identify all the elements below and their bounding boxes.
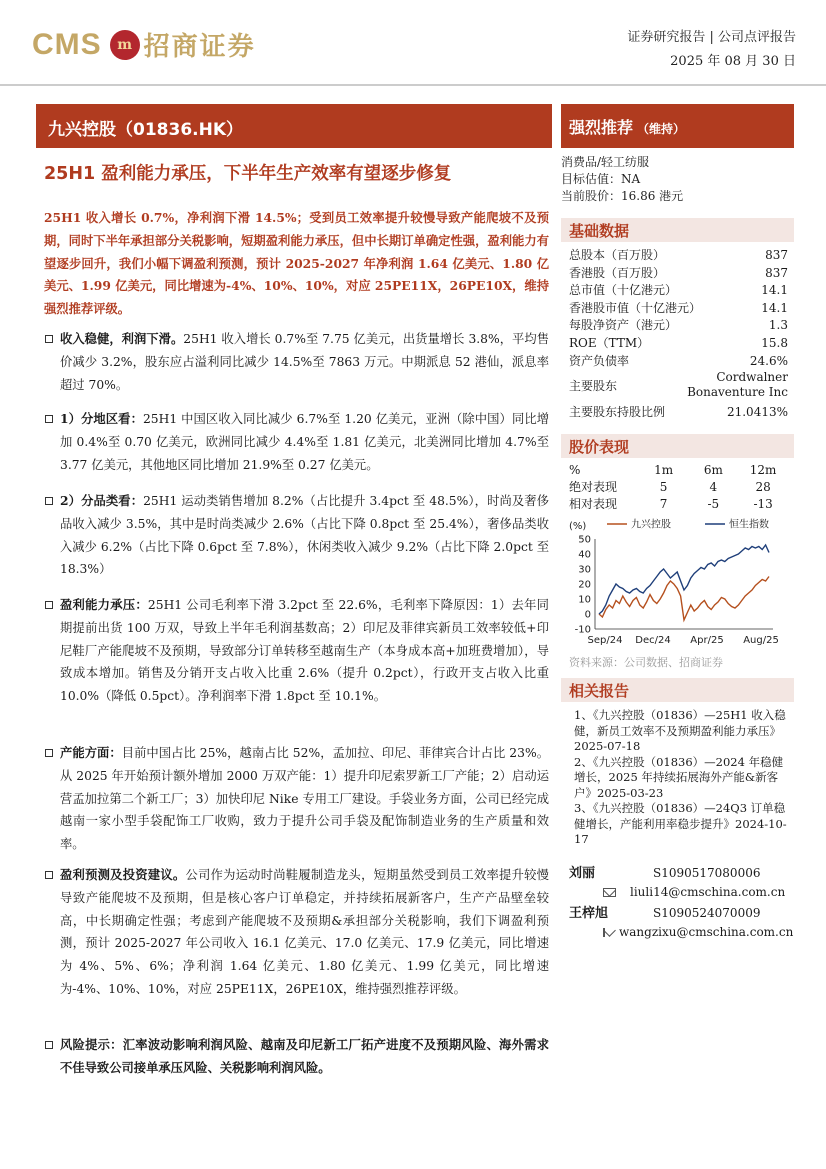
cell: 28 [755,480,771,494]
y-tick-label: 50 [578,534,591,546]
list-item[interactable]: 3、《九兴控股（01836）—24Q3 订单稳健增长，产能利用率稳步提升》2024-10-17 [574,801,787,846]
row-value: 24.6% [749,353,788,368]
x-tick-label: Apr/25 [690,635,724,646]
bullet-revenue [44,328,549,396]
cell: 4 [709,480,718,494]
table-row [569,496,788,513]
y-tick-label: 0 [584,609,591,621]
row-value: 15.8 [761,335,788,350]
analyst-email[interactable]: liuli14@cmschina.com.cn [630,885,786,899]
row-value: 21.0413% [726,405,788,420]
row-key: ROE（TTM） [569,335,650,350]
bullet-lead: 1）分地区看： [60,411,143,426]
list-item[interactable]: 1、《九兴控股（01836）—25H1 收入稳健，新员工效率不及预期盈利能力承压》2025-07-18 [574,708,786,753]
rating-label: 强烈推荐 [569,118,634,137]
header-divider [0,84,826,86]
bullet-lead: 收入稳健，利润下滑。 [60,331,184,346]
analyst-license: S1090517080006 [653,866,761,880]
logo-text: CMS [32,27,102,61]
row-key: 香港股市值（十亿港元） [569,300,702,315]
mail-icon [603,928,605,937]
bullet-lead: 盈利预测及投资建议。 [60,867,186,882]
x-tick-label: Sep/24 [587,635,623,646]
bullet-square-icon [45,335,53,343]
bullet-capacity [44,742,549,856]
row-key: 总股本（百万股） [569,248,666,262]
x-tick-label: Dec/24 [635,635,671,646]
bullet-category [44,490,549,581]
page-header [0,0,826,80]
bullet-forecast [44,864,549,1001]
price-row [561,188,794,205]
cell: -13 [753,497,773,511]
table-row [569,282,788,300]
summary-paragraph: 25H1 收入增长 0.7%，净利润下滑 14.5%；受到员工效率提升较慢导致产能爬坡不及预期，同时下半年承担部分关税影响，短期盈利能力承压，但中长期订单确定性强，盈利能力有望逐步回升，我们小幅下调盈利预测，预计 2025-2027 年净利润 1.64 亿美元、1.80 亿美元、1.99 亿美元，同比增速为-4%、10%、10%，对应 25PE11X，26PE10X，维持强烈推荐评级。 [44,210,549,317]
y-tick-label: -10 [574,624,591,636]
bullet-text: 25H1 收入增长 0.7%至 7.75 亿美元，出货量增长 3.8%，平均售价减少 3.2%，股东应占溢利同比减少 14.5%至 7863 万元。中期派息 52 港仙，派息率超过 70%。 [60,332,549,392]
bullet-margin [44,594,549,708]
row-value: 1.3 [768,318,788,333]
price-performance-chart [563,515,793,650]
analyst-email-row [569,883,793,902]
table-header-row [569,462,788,479]
row-value: 837 [765,265,788,280]
bullet-lead: 盈利能力承压： [60,597,148,612]
series-line-index [599,545,769,614]
row-key: 资产负债率 [569,353,630,368]
bullet-lead: 产能方面： [60,745,122,760]
bullet-text: 汇率波动影响利润风险、越南及印尼新工厂拓产进度不及预期风险、海外需求不佳导致公司接单承压风险、关税影响利润风险。 [60,1037,549,1075]
cell: 5 [659,480,668,494]
related-reports-list [574,708,788,848]
report-date: 2025 年 08 月 30 日 [670,54,796,69]
rating-banner [561,104,794,148]
header-cell: 1m [654,463,674,477]
table-row [569,353,788,371]
source-note: 资料来源：公司数据、招商证券 [569,656,723,669]
bullet-square-icon [45,497,53,505]
cell: -5 [707,497,720,511]
related-reports-heading: 相关报告 [561,678,794,702]
bullet-text: 25H1 公司毛利率下滑 3.2pct 至 22.6%，毛利率下降原因：1）去年同期提前出货 100 万双，导致上半年毛利润基数高；2）印尼及菲律宾新员工效率较低+印尼鞋厂产能爬坡不及预期，导致部分订单转移至越南生产（本身成本高+加班费增加），导致成本增加。销售及分销开支占收入比重 2.6%（提升 0.2pct），行政开支占收入比重 10.0%（降低 0.5pct）。净利润率下滑 1.8pct 至 10.1%。 [60,598,549,704]
row-value: 837 [765,248,788,262]
row-key: 主要股东持股比例 [569,405,666,420]
bullet-text: 25H1 中国区收入同比减少 6.7%至 1.20 亿美元，亚洲（除中国）同比增加 0.4%至 0.70 亿美元，欧洲同比减少 4.4%至 1.81 亿美元，北美洲同比增加 4.7%至 3.77 亿美元，其他地区同比增加 21.9%至 0.27 亿美元。 [60,412,550,472]
analyst-name: 刘丽 [569,866,596,881]
target-value: NA [621,172,641,186]
analyst-id-row [569,864,793,883]
table-row [569,479,788,496]
table-row [569,265,788,283]
logo-mark-icon: m [110,30,140,60]
header-cell: 12m [749,463,777,477]
table-row [569,300,788,318]
document-type: 证券研究报告 | 公司点评报告 [627,30,796,45]
analyst-id-row [569,904,793,923]
performance-heading: 股价表现 [561,434,794,458]
analyst-email-row [569,923,793,942]
bullet-square-icon [45,601,53,609]
bullet-square-icon [45,415,53,423]
y-tick-label: 40 [578,549,591,561]
y-tick-label: 10 [578,594,591,606]
table-row [569,370,788,404]
header-cell: 6m [703,463,723,477]
basic-data-heading: 基础数据 [561,218,794,242]
logo-cn-text: 招商证券 [143,32,256,62]
row-value: 14.1 [761,283,788,298]
basic-data-table [569,247,788,422]
table-row [569,335,788,353]
bullet-square-icon [45,749,53,757]
target-row [561,171,794,188]
bullet-lead: 风险提示： [60,1037,123,1052]
row-value: Cordwalner Bonaventure Inc [687,370,788,400]
target-label: 目标估值： [561,172,622,186]
analyst-name: 王梓旭 [569,906,609,921]
y-axis-label: (%) [569,521,587,532]
analyst-block [569,864,793,902]
row-label: 相对表现 [569,497,618,511]
cms-logo [32,26,256,63]
bullet-square-icon [45,871,53,879]
table-row [569,404,788,422]
table-row [569,317,788,335]
legend-label: 恒生指数 [729,519,769,531]
industry-label: 消费品/轻工纺服 [561,155,650,169]
series-line-company [599,577,769,621]
row-key: 主要股东 [569,379,618,394]
price-value: 16.86 港元 [621,189,684,203]
company-title: 九兴控股（01836.HK） [36,104,552,148]
rating-sub-label: （维持） [637,122,686,136]
bullet-text: 25H1 运动类销售增加 8.2%（占比提升 3.4pct 至 48.5%），时尚及奢侈品收入减少 3.5%，其中是时尚类减少 2.6%（占比下降 0.8pct 至 25.4%），奢侈品类收入减少 6.2%（占比下降 0.6pct 至 7.8%），休闲类收入减少 9.2%（占比下降 2.0pct 至 18.3%） [60,494,549,577]
bullet-text: 目前中国占比 25%，越南占比 52%，孟加拉、印尼、菲律宾合计占比 23%。从 2025 年开始预计额外增加 2000 万双产能：1）提升印尼索罗新工厂产能；2）启动运营孟加拉第二个新工厂；3）加快印尼 Nike 专用工厂建设。手袋业务方面，公司已经完成越南一家小型手袋配饰工厂收购，致力于提升公司手袋及配饰制造业务的生产质量和效率。 [60,746,549,852]
cell: 7 [659,497,668,511]
mail-icon [603,888,616,897]
x-tick-label: Aug/25 [743,635,779,646]
bullet-risk [44,1034,549,1080]
price-label: 当前股价： [561,189,622,203]
table-row [569,247,788,265]
row-value: 14.1 [761,300,788,315]
legend-label: 九兴控股 [631,519,671,531]
bullet-region [44,408,549,476]
performance-table [569,462,788,513]
bullet-lead: 2）分品类看： [60,493,144,508]
analyst-license: S1090524070009 [653,906,761,920]
bullet-text: 公司作为运动时尚鞋履制造龙头，短期虽然受到员工效率提升较慢导致产能爬坡不及预期，但是核心客户订单稳定，并持续拓展新客户，生产产品壁垒较高，中长期确定性强；考虑到产能爬坡不及预期&承担部分关税影响，我们下调盈利预测，预计 2025-2027 年公司收入 16.1 亿美元、17.0 亿美元、17.9 亿美元，同比增速为 4%、5%、6%；净利润 1.64 亿美元、1.80 亿美元、1.99 亿美元，同比增速为-4%、10%、10%，对应 25PE11X，26PE10X，维持强烈推荐评级。 [60,868,549,996]
row-label: 绝对表现 [569,480,618,494]
list-item[interactable]: 2、《九兴控股（01836）—2024 年稳健增长，2025 年持续拓展海外产能&新客户》2025-03-23 [574,754,784,800]
analyst-email[interactable]: wangzixu@cmschina.com.cn [619,925,794,939]
row-key: 总市值（十亿港元） [569,283,678,298]
header-cell: % [569,463,581,477]
report-headline: 25H1 盈利能力承压，下半年生产效率有望逐步修复 [44,164,452,184]
analyst-block [569,904,793,942]
y-tick-label: 20 [578,579,591,591]
row-key: 每股净资产（港元） [569,318,678,333]
y-tick-label: 30 [578,564,591,576]
row-key: 香港股（百万股） [569,265,666,280]
stock-meta [561,154,794,205]
bullet-square-icon [45,1041,53,1049]
